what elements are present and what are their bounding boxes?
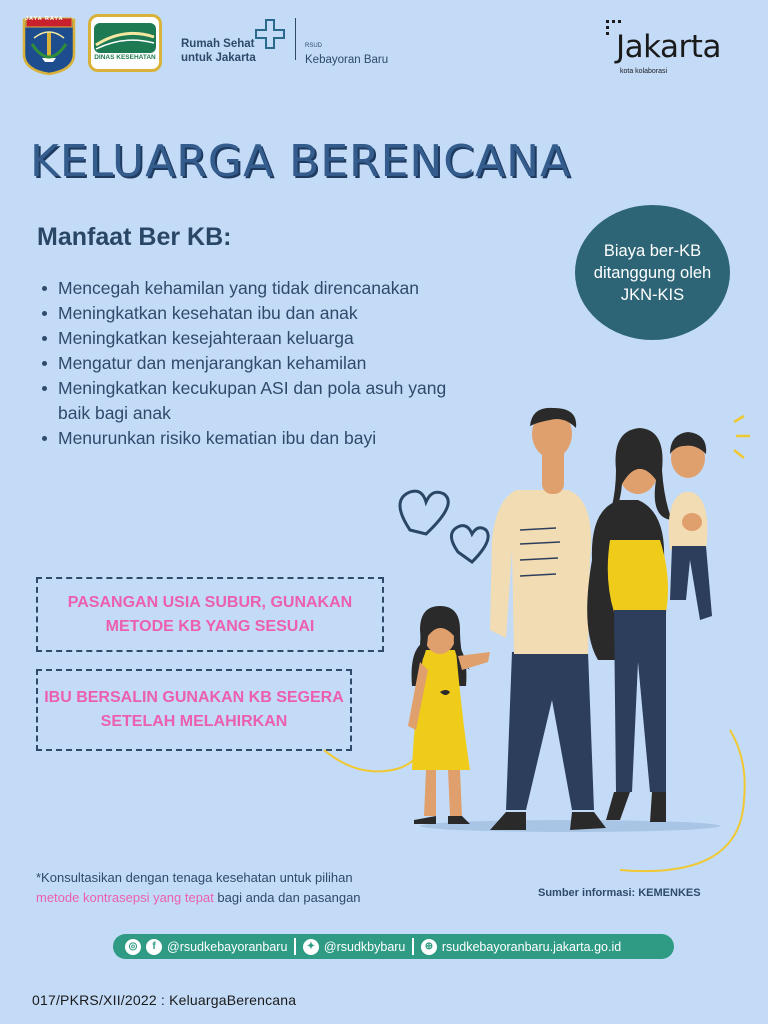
rsud-big: Kebayoran Baru: [305, 54, 389, 66]
instagram-icon: ◎: [125, 939, 141, 955]
source-credit: Sumber informasi: KEMENKES: [538, 887, 701, 899]
note-rest: bagi anda dan pasangan: [213, 890, 361, 905]
header-divider: [295, 18, 296, 60]
twitter-icon: ✦: [303, 939, 319, 955]
note-highlight: metode kontrasepsi yang tepat: [36, 890, 214, 905]
jakarta-tagline: kota kolaborasi: [620, 68, 668, 75]
rumah-sehat-text: [181, 37, 256, 65]
social-bar: [113, 934, 674, 959]
jkn-kis-badge: Biaya ber-KB ditanggung oleh JKN-KIS: [575, 205, 730, 340]
callout-box-postpartum: IBU BERSALIN GUNAKAN KB SEGERA SETELAH MELAHIRKAN: [36, 669, 352, 751]
dinkes-label: DINAS KESEHATAN: [94, 54, 156, 61]
page-title: KELUARGA BERENCANA: [30, 136, 572, 187]
rsud-small: RSUD: [305, 43, 323, 49]
separator: [294, 938, 296, 955]
website-url: rsudkebayoranbaru.jakarta.go.id: [441, 939, 622, 954]
heart-icon: [400, 491, 448, 534]
list-item: Menurunkan risiko kematian ibu dan bayi: [38, 426, 458, 451]
rs-line1: Rumah Sehat: [181, 38, 255, 50]
list-item: Meningkatkan kesehatan ibu dan anak: [38, 301, 458, 326]
list-item: Meningkatkan kesejahteraan keluarga: [38, 326, 458, 351]
list-item: Mencegah kehamilan yang tidak direncanakan: [38, 276, 458, 301]
jakarta-wordmark: Jakarta: [616, 29, 721, 65]
document-code: 017/PKRS/XII/2022 : KeluargaBerencana: [32, 992, 297, 1008]
benefits-heading: Manfaat Ber KB:: [37, 223, 232, 251]
dki-jakarta-emblem: [20, 14, 78, 76]
heart-icon: [451, 526, 488, 562]
rs-line2: untuk Jakarta: [181, 52, 256, 64]
facebook-handle: @rsudkebayoranbaru: [167, 939, 288, 954]
family-illustration: [320, 400, 768, 880]
note-line2: [36, 888, 361, 908]
consultation-note: [36, 868, 361, 908]
list-item: Meningkatkan kecukupan ASI dan pola asuh yang baik bagi anak: [38, 376, 458, 426]
health-cross-icon: [254, 18, 286, 50]
list-item: Mengatur dan menjarangkan kehamilan: [38, 351, 458, 376]
jakarta-logo: [604, 18, 754, 80]
web-icon: ⊕: [421, 939, 437, 955]
social-website[interactable]: [421, 939, 621, 955]
facebook-icon: f: [146, 939, 162, 955]
note-line1: *Konsultasikan dengan tenaga kesehatan untuk pilihan: [36, 870, 353, 885]
social-twitter[interactable]: [303, 939, 405, 955]
social-instagram[interactable]: [125, 939, 146, 955]
emblem-text: JAYA RAYA: [25, 16, 64, 22]
twitter-handle: @rsudkbybaru: [323, 939, 406, 954]
separator: [412, 938, 414, 955]
callout-box-pus: PASANGAN USIA SUBUR, GUNAKAN METODE KB YANG SESUAI: [36, 577, 384, 652]
dinkes-logo: [88, 14, 162, 72]
rsud-name: [305, 43, 388, 68]
social-facebook[interactable]: [146, 939, 287, 955]
